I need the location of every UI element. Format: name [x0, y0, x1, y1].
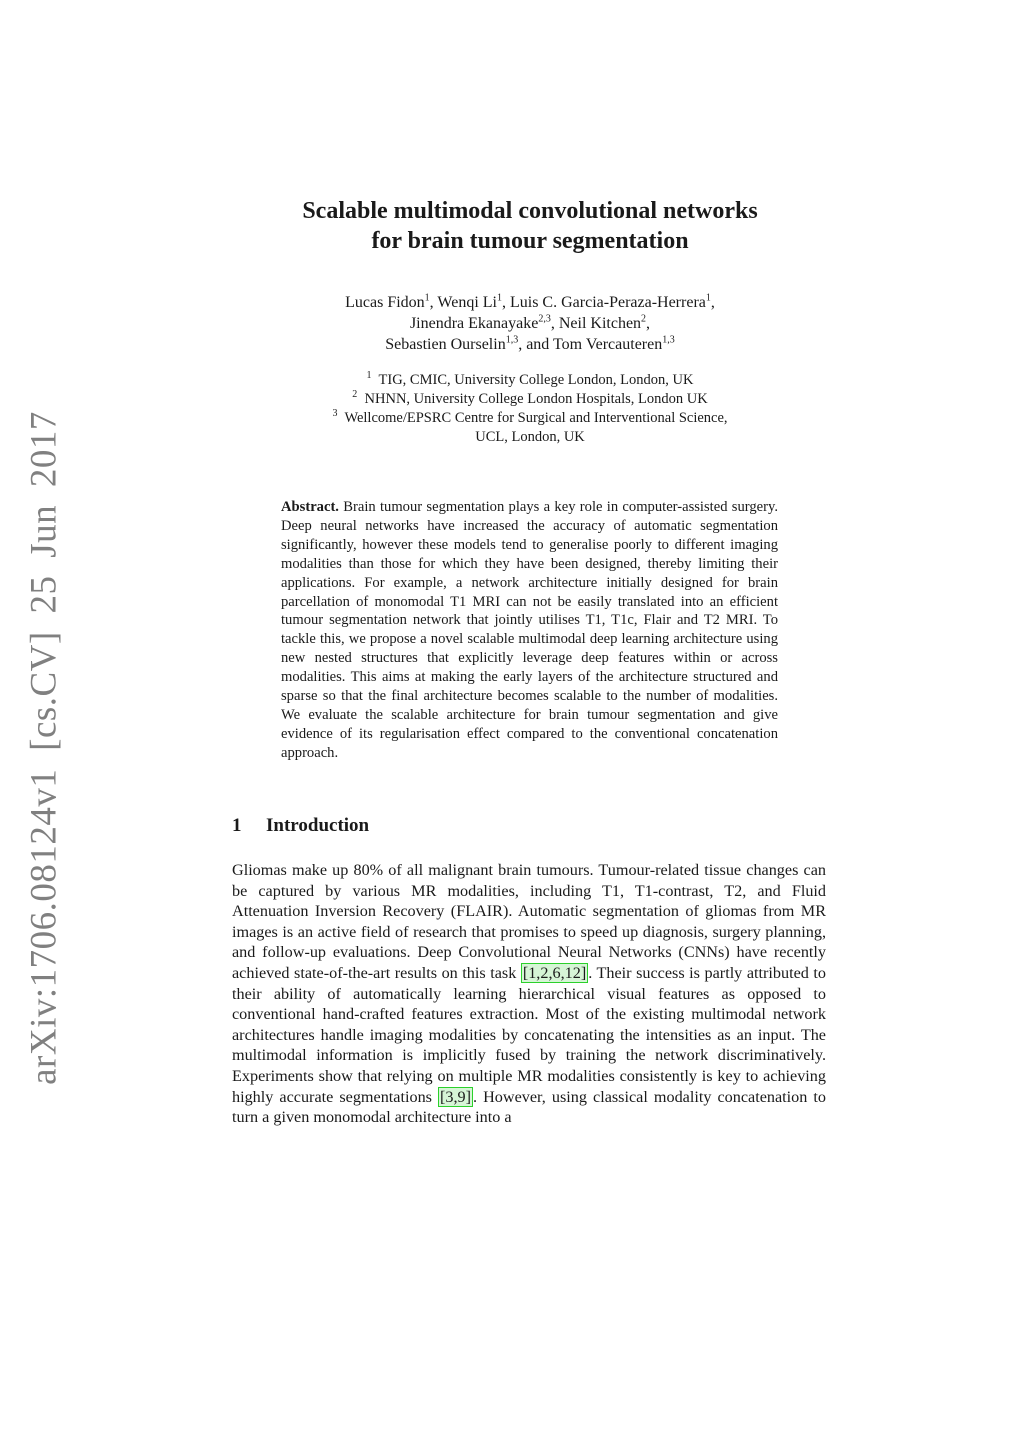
intro-text: Gliomas make up 80% of all malignant brain tumours. Tumour-related tissue changes can be captured by various MR modalities, including T1, T1-contrast, T2, and Fluid Attenuation Inversion Recovery (FLAIR). Automatic segmentation of gliomas from MR images is an active field of research that promises to speed up diagnosis, surgery planning, and follow-up evaluations. Deep Convolutional Neural Networks (CNNs) have recently achieved state-of-the-art results on this task [232, 861, 826, 982]
author-name: Neil Kitchen [558, 315, 642, 332]
intro-text: . However, using classical modality concatenation to turn a given monomodal architecture into a [232, 1087, 826, 1127]
author-name: Sebastien Ourselin [385, 336, 506, 353]
author-affil-mark: 1 [424, 292, 430, 304]
author-affil-mark: 1,3 [505, 334, 519, 346]
intro-text: . Their success is partly attributed to their ability of automatically learning hierarchical visual features as opposed to conventional hand-crafted features extraction. Most of the existing multimodal network architectures handle imaging modalities by concatenating the intensities as an input. The multimodal information is implicitly fused by training the network discriminatively. Experiments show that relying on multiple MR modalities consistently is key to achieving highly accurate segmentations [232, 963, 826, 1106]
affiliation-text: Wellcome/EPSRC Centre for Surgical and Interventional Science, [344, 410, 728, 426]
author-name: Tom Vercauteren [553, 336, 663, 353]
affiliation-item [180, 428, 880, 447]
affiliation-text: UCL, London, UK [475, 429, 585, 445]
affiliation-list [180, 371, 880, 447]
affiliation-mark: 1 [366, 370, 372, 382]
author-affil-mark: 1 [705, 292, 711, 304]
author-affil-mark: 1 [496, 292, 502, 304]
title-line-1: Scalable multimodal convolutional networks [302, 198, 758, 224]
paper-title [180, 196, 880, 256]
author-name: Luis C. Garcia-Peraza-Herrera [509, 294, 706, 311]
author-list [180, 292, 880, 355]
author-line-2: Jinendra Ekanayake$^{2,3}$, Neil Kitchen$^2$, [409, 313, 651, 332]
author-affil-mark: 1,3 [662, 334, 675, 346]
introduction-paragraph [232, 860, 826, 1128]
title-line-2: for brain tumour segmentation [371, 228, 689, 254]
citation-link[interactable]: [1,2,6,12] [522, 963, 587, 982]
abstract-text: Brain tumour segmentation plays a key role in computer-assisted surgery. Deep neural networks have increased the accuracy of automatic segmentation significantly, however these models tend to generalise poorly to different imaging modalities than those for which they have been designed, thereby limiting their applications. For example, a network architecture initially designed for brain parcellation of monomodal T1 MRI can not be easily translated into an efficient tumour segmentation network that jointly utilises T1, T1c, Flair and T2 MRI. To tackle this, we propose a novel scalable multimodal deep learning architecture using new nested structures that explicitly leverage deep features within or across modalities. This aims at making the early layers of the architecture structured and sparse so that the final architecture becomes scalable to the number of modalities. We evaluate the scalable architecture for brain tumour segmentation and give evidence of its regularisation effect compared to the conventional concatenation approach. [281, 499, 778, 761]
abstract-label: Abstract. [281, 499, 339, 515]
affiliation-mark: 3 [332, 408, 338, 420]
affiliation-text: NHNN, University College London Hospitals, London UK [364, 391, 708, 407]
arxiv-identifier: arXiv:1706.08124v1 [cs.CV] 25 Jun 2017 [23, 411, 65, 1085]
author-name: Lucas Fidon [345, 294, 425, 311]
affiliation-item [180, 390, 880, 409]
section-heading [232, 814, 369, 838]
author-affil-mark: 2 [641, 313, 647, 325]
section-number: 1 [232, 815, 242, 836]
author-line-3: Sebastien Ourselin$^{1,3}$, and Tom Vercauteren$^{1,3}$ [385, 334, 675, 353]
abstract [281, 498, 778, 763]
author-conjunction: and [526, 336, 550, 353]
author-affil-mark: 2,3 [538, 313, 551, 325]
author-name: Jinendra Ekanayake [409, 315, 539, 332]
author-name: Wenqi Li [437, 294, 497, 311]
affiliation-item [180, 371, 880, 390]
affiliation-item [180, 409, 880, 428]
author-line-1: Lucas Fidon$^1$, Wenqi Li$^1$, Luis C. Garcia-Peraza-Herrera$^1$, [345, 292, 715, 311]
affiliation-text: TIG, CMIC, University College London, London, UK [378, 372, 694, 388]
affiliation-mark: 2 [352, 389, 358, 401]
citation-link[interactable]: [3,9] [440, 1087, 472, 1106]
section-title: Introduction [266, 815, 370, 836]
